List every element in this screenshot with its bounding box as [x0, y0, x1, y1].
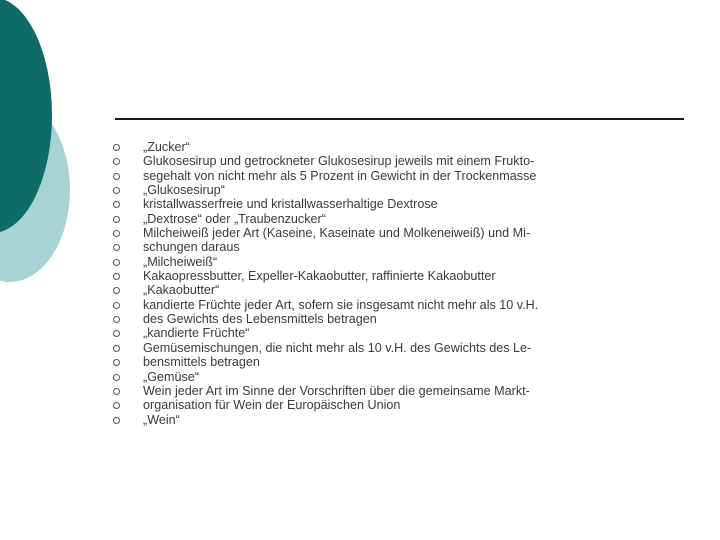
hollow-circle-bullet-icon	[113, 244, 120, 251]
list-item-text: „Milcheiweiß“	[143, 254, 218, 269]
list-item-text: „Wein“	[143, 412, 180, 427]
hollow-circle-bullet-icon	[113, 201, 120, 208]
horizontal-rule	[115, 118, 684, 120]
hollow-circle-bullet-icon	[113, 259, 120, 266]
list-item-text: „Dextrose“ oder „Traubenzucker“	[143, 211, 326, 226]
list-item-text: „Gemüse“	[143, 369, 199, 384]
list-item	[110, 269, 710, 283]
hollow-circle-bullet-icon	[113, 158, 120, 165]
list-item-text: kristallwasserfreie und kristallwasserhaltige Dextrose	[143, 197, 438, 212]
hollow-circle-bullet-icon	[113, 287, 120, 294]
list-item	[110, 326, 710, 340]
list-item	[110, 384, 710, 398]
list-item	[110, 370, 710, 384]
list-item	[110, 298, 710, 312]
list-item	[110, 154, 710, 168]
hollow-circle-bullet-icon	[113, 144, 120, 151]
list-item	[110, 240, 710, 254]
hollow-circle-bullet-icon	[113, 173, 120, 180]
hollow-circle-bullet-icon	[113, 374, 120, 381]
list-item-text: schungen daraus	[143, 240, 240, 255]
hollow-circle-bullet-icon	[113, 330, 120, 337]
list-item-text: Glukosesirup und getrockneter Glukosesirup jeweils mit einem Frukto-	[143, 154, 535, 169]
list-item	[110, 341, 710, 355]
hollow-circle-bullet-icon	[113, 230, 120, 237]
hollow-circle-bullet-icon	[113, 187, 120, 194]
list-item	[110, 212, 710, 226]
list-item	[110, 398, 710, 412]
hollow-circle-bullet-icon	[113, 216, 120, 223]
hollow-circle-bullet-icon	[113, 316, 120, 323]
list-item	[110, 226, 710, 240]
list-item-text: „Kakaobutter“	[143, 283, 220, 298]
hollow-circle-bullet-icon	[113, 402, 120, 409]
list-item	[110, 255, 710, 269]
list-item	[110, 413, 710, 427]
list-item-text: kandierte Früchte jeder Art, sofern sie insgesamt nicht mehr als 10 v.H.	[143, 297, 539, 312]
list-item-text: des Gewichts des Lebensmittels betragen	[143, 312, 377, 327]
bullet-list	[110, 140, 710, 427]
list-item	[110, 197, 710, 211]
list-item-text: „kandierte Früchte“	[143, 326, 250, 341]
list-item-text: organisation für Wein der Europäischen Union	[143, 398, 401, 413]
list-item-text: Milcheiweiß jeder Art (Kaseine, Kaseinate und Molkeneiweiß) und Mi-	[143, 226, 531, 241]
list-item-text: Gemüsemischungen, die nicht mehr als 10 v.H. des Gewichts des Le-	[143, 340, 532, 355]
list-item	[110, 169, 710, 183]
list-item-text: Kakaopressbutter, Expeller-Kakaobutter, raffinierte Kakaobutter	[143, 269, 496, 284]
hollow-circle-bullet-icon	[113, 359, 120, 366]
list-item	[110, 183, 710, 197]
list-item	[110, 355, 710, 369]
list-item-text: „Zucker“	[143, 140, 190, 154]
list-item-text: Wein jeder Art im Sinne der Vorschriften über die gemeinsame Markt-	[143, 383, 530, 398]
list-item-text: segehalt von nicht mehr als 5 Prozent in Gewicht in der Trockenmasse	[143, 168, 537, 183]
list-item	[110, 312, 710, 326]
hollow-circle-bullet-icon	[113, 302, 120, 309]
hollow-circle-bullet-icon	[113, 388, 120, 395]
list-item	[110, 283, 710, 297]
list-item	[110, 140, 710, 154]
list-item-text: bensmittels betragen	[143, 355, 260, 370]
hollow-circle-bullet-icon	[113, 417, 120, 424]
hollow-circle-bullet-icon	[113, 273, 120, 280]
list-item-text: „Glukosesirup“	[143, 183, 225, 198]
decorative-circles	[0, 0, 120, 300]
hollow-circle-bullet-icon	[113, 345, 120, 352]
